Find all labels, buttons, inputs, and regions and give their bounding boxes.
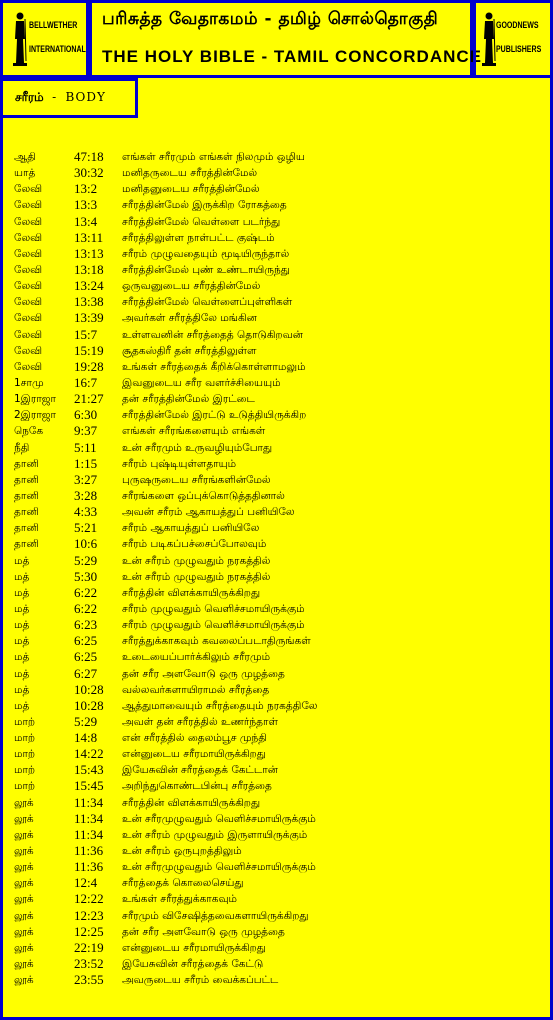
book-abbreviation: 2இராஜா [14,409,57,422]
verse-reference: 47:18 [74,149,104,164]
book-abbreviation: தானி [14,489,39,502]
verse-reference: 15:19 [74,342,104,358]
verse-excerpt: சரீரம் முழுவதும் வெளிச்சமாயிருக்கும் [122,602,305,615]
verse-excerpt: சரீரமும் விசேஷித்தவைகளாயிருக்கிறது [122,909,309,922]
concordance-row [14,197,539,213]
verse-reference: 30:32 [74,165,104,181]
logo-bellwether [0,0,89,78]
book-abbreviation: மத் [14,619,30,632]
verse-excerpt: உடையைப்பார்க்கிலும் சரீரமும் [122,651,271,664]
book-abbreviation: மத் [14,586,30,599]
book-abbreviation: லூக் [14,909,34,922]
verse-reference: 5:30 [74,568,98,584]
concordance-row [14,714,539,730]
verse-reference: 15:43 [74,762,104,778]
verse-excerpt: சரீரத்தின்மேல் இருக்கிற ரோகத்தை [122,199,287,212]
title-tamil: பரிசுத்த வேதாகமம் - தமிழ் சொல்தொகுதி [102,9,439,29]
concordance-row [14,585,539,601]
concordance-row [14,601,539,617]
verse-reference: 10:28 [74,697,104,713]
book-abbreviation: தானி [14,473,39,486]
verse-reference: 19:28 [74,358,104,374]
verse-excerpt: என்னுடைய சரீரமாயிருக்கிறது [122,941,266,954]
concordance-row [14,504,539,520]
book-abbreviation: லேவி [14,280,43,293]
concordance-row [14,569,539,585]
verse-excerpt: சரீரத்தின் விளக்காயிருக்கிறது [122,796,261,809]
book-abbreviation: லூக் [14,893,34,906]
verse-excerpt: சரீரம் ஆகாயத்துப் பனியிலே [122,522,260,535]
verse-excerpt: இயேசுவின் சரீரத்தைக் கேட்டு [122,958,264,971]
verse-reference: 9:37 [74,423,98,439]
verse-reference: 6:22 [74,584,98,600]
book-abbreviation: தானி [14,538,39,551]
verse-reference: 12:4 [74,875,98,891]
verse-reference: 13:38 [74,294,104,310]
concordance-row [14,423,539,439]
verse-reference: 6:22 [74,600,98,616]
concordance-row [14,730,539,746]
concordance-row [14,778,539,794]
verse-excerpt: மனிதனுடைய சரீரத்தின்மேல் [122,183,260,196]
concordance-row [14,472,539,488]
section-heading-box [0,78,138,118]
verse-excerpt: உன் சரீரமும் உருவழியும்போது [122,441,273,454]
concordance-row [14,633,539,649]
book-abbreviation: மத் [14,602,30,615]
book-abbreviation: லேவி [14,231,43,244]
verse-excerpt: ஆத்துமாவையும் சரீரத்தையும் நரகத்திலே [122,699,318,712]
book-abbreviation: லூக் [14,812,34,825]
verse-reference: 12:23 [74,907,104,923]
verse-reference: 5:29 [74,713,98,729]
verse-reference: 6:30 [74,407,98,423]
concordance-row [14,859,539,875]
verse-reference: 15:7 [74,326,98,342]
section-title [15,90,106,106]
book-abbreviation: தானி [14,522,39,535]
verse-reference: 15:45 [74,778,104,794]
logo-line2: INTERNATIONAL [29,44,86,54]
verse-reference: 22:19 [74,939,104,955]
verse-excerpt: உன் சரீரம் ஒருபுறத்திலும் [122,845,242,858]
verse-reference: 6:25 [74,633,98,649]
verse-reference: 13:18 [74,261,104,277]
concordance-row [14,391,539,407]
verse-reference: 12:25 [74,923,104,939]
concordance-row [14,827,539,843]
concordance-row [14,214,539,230]
verse-excerpt: தன் சரீர அளவோடு ஒரு முழத்தை [122,667,285,680]
concordance-row [14,343,539,359]
verse-reference: 11:34 [74,826,104,842]
logo-bellwether-text [29,18,86,56]
book-abbreviation: மாற் [14,732,36,745]
book-abbreviation: லேவி [14,360,43,373]
concordance-row [14,682,539,698]
concordance-row [14,891,539,907]
verse-reference: 1:15 [74,455,98,471]
concordance-row [14,520,539,536]
verse-reference: 13:24 [74,278,104,294]
verse-reference: 5:21 [74,520,98,536]
concordance-row [14,278,539,294]
book-abbreviation: லூக் [14,958,34,971]
verse-excerpt: எங்கள் சரீரமும் எங்கள் நிலமும் ஒழிய [122,151,305,163]
verse-reference: 23:52 [74,956,104,972]
concordance-row [14,875,539,891]
verse-reference: 14:22 [74,746,104,762]
book-abbreviation: தானி [14,457,39,470]
book-abbreviation: லேவி [14,312,43,325]
book-abbreviation: லூக் [14,828,34,841]
concordance-row [14,698,539,714]
verse-reference: 11:36 [74,843,104,859]
verse-excerpt: சரீரத்தின்மேல் இரட்டு உடுத்தியிருக்கிற [122,409,307,422]
book-abbreviation: மாற் [14,780,36,793]
verse-reference: 13:13 [74,245,104,261]
book-abbreviation: லேவி [14,247,43,260]
concordance-row [14,294,539,310]
verse-reference: 10:6 [74,536,98,552]
book-abbreviation: நெகே [14,425,44,438]
verse-excerpt: உங்கள் சரீரத்துக்காகவும் [122,893,237,906]
verse-excerpt: சரீரம் முழுவதும் வெளிச்சமாயிருக்கும் [122,619,305,632]
verse-excerpt: சரீரத்தைக் கொலைசெய்து [122,877,244,890]
verse-excerpt: என் சரீரத்தில் தைலம்பூச முந்தி [122,732,267,745]
verse-reference: 5:29 [74,552,98,568]
concordance-row [14,746,539,762]
verse-excerpt: உள்ளவனின் சரீரத்தைத் தொடுகிறவன் [122,328,303,341]
concordance-row [14,795,539,811]
logo-goodnews-text [496,18,541,56]
verse-reference: 6:25 [74,649,98,665]
book-abbreviation: மத் [14,570,30,583]
book-abbreviation: ஆதி [14,151,36,163]
verse-excerpt: மனிதருடைய சரீரத்தின்மேல் [122,167,258,180]
verse-reference: 21:27 [74,391,104,407]
verse-excerpt: உன் சரீரம் முழுவதும் நரகத்தில் [122,570,271,583]
concordance-row [14,488,539,504]
book-abbreviation: மத் [14,651,30,664]
verse-reference: 3:27 [74,471,98,487]
verse-reference: 14:8 [74,730,98,746]
verse-reference: 3:28 [74,487,98,503]
concordance-row [14,762,539,778]
verse-excerpt: இயேசுவின் சரீரத்தைக் கேட்டான் [122,764,278,777]
verse-reference: 23:55 [74,972,104,988]
concordance-row [14,230,539,246]
verse-excerpt: சரீரத்திலுள்ள நாள்பட்ட குஷ்டம் [122,231,275,244]
verse-excerpt: அறிந்துகொண்டபின்பு சரீரத்தை [122,780,272,793]
verse-excerpt: இவனுடைய சரீர வளர்ச்சியையும் [122,376,281,389]
verse-reference: 11:36 [74,859,104,875]
verse-excerpt: சரீரத்தின்மேல் புண் உண்டாயிருந்து [122,263,290,276]
book-abbreviation: லேவி [14,344,43,357]
verse-reference: 6:27 [74,665,98,681]
section-separator: - [52,90,58,104]
verse-excerpt: ஒருவனுடைய சரீரத்தின்மேல் [122,280,261,293]
book-abbreviation: லேவி [14,183,43,196]
verse-reference: 5:11 [74,439,97,455]
concordance-row [14,536,539,552]
book-abbreviation: லேவி [14,199,43,212]
verse-excerpt: சரீரம் முழுவதையும் மூடியிருந்தால் [122,247,290,260]
verse-excerpt: சரீரத்தின்மேல் வெள்ளை படர்ந்து [122,215,281,228]
verse-excerpt: உன் சரீரமுழுவதும் வெளிச்சமாயிருக்கும் [122,812,316,825]
verse-excerpt: அவர்கள் சரீரத்திலே மங்கின [122,312,257,325]
verse-excerpt: அவன் சரீரம் ஆகாயத்துப் பனியிலே [122,506,295,519]
book-abbreviation: லூக் [14,845,34,858]
book-abbreviation: 1இராஜா [14,393,57,406]
verse-excerpt: உங்கள் சரீரத்தைக் கீறிக்கொள்ளாமலும் [122,360,306,373]
concordance-row [14,908,539,924]
book-abbreviation: லூக் [14,925,34,938]
verse-excerpt: எங்கள் சரீரங்களையும் எங்கள் [122,425,266,438]
concordance-row [14,940,539,956]
verse-excerpt: உன் சரீரமுழுவதும் வெளிச்சமாயிருக்கும் [122,861,316,874]
concordance-row [14,359,539,375]
book-abbreviation: மாற் [14,715,36,728]
verse-reference: 11:34 [74,794,104,810]
verse-reference: 13:39 [74,310,104,326]
verse-excerpt: சரீரத்துக்காகவும் கவலைப்படாதிருங்கள் [122,635,311,648]
verse-excerpt: உன் சரீரம் முழுவதும் இருளாயிருக்கும் [122,828,308,841]
concordance-row [14,375,539,391]
book-abbreviation: லூக் [14,861,34,874]
concordance-row [14,165,539,181]
verse-excerpt: புருஷருடைய சரீரங்களின்மேல் [122,473,271,486]
verse-excerpt: என்னுடைய சரீரமாயிருக்கிறது [122,748,266,761]
verse-reference: 4:33 [74,504,98,520]
verse-excerpt: தன் சரீர அளவோடு ஒரு முழத்தை [122,925,285,938]
logo-line1: BELLWETHER [29,20,78,30]
verse-reference: 13:2 [74,181,98,197]
verse-reference: 13:11 [74,229,104,245]
verse-excerpt: தன் சரீரத்தின்மேல் இரட்டை [122,393,255,406]
book-abbreviation: லூக் [14,796,34,809]
header [0,0,553,80]
book-abbreviation: லூக் [14,941,34,954]
verse-reference: 13:3 [74,197,98,213]
concordance-row [14,327,539,343]
book-abbreviation: லேவி [14,215,43,228]
book-abbreviation: மத் [14,667,30,680]
book-abbreviation: மத் [14,635,30,648]
verse-excerpt: உன் சரீரம் முழுவதும் நரகத்தில் [122,554,271,567]
concordance-row [14,440,539,456]
book-abbreviation: லேவி [14,328,43,341]
title-box [89,0,482,78]
section-word-tamil: சரீரம் [15,90,44,104]
verse-reference: 6:23 [74,617,98,633]
book-abbreviation: லேவி [14,263,43,276]
verse-excerpt: சரீரங்களை ஒப்புக்கொடுத்ததினால் [122,489,285,502]
section-word-english: BODY [65,90,106,104]
concordance-row [14,553,539,569]
verse-excerpt: சரீரம் படிகப்பச்சைப்போலவும் [122,538,267,551]
concordance-row [14,149,539,165]
concordance-row [14,181,539,197]
verse-excerpt: அவள் தன் சரீரத்தில் உணர்ந்தாள் [122,715,278,728]
book-abbreviation: யாத் [14,167,36,180]
concordance-row [14,310,539,326]
book-abbreviation: மத் [14,554,30,567]
verse-reference: 12:22 [74,891,104,907]
book-abbreviation: லூக் [14,877,34,890]
verse-reference: 10:28 [74,681,104,697]
verse-reference: 11:34 [74,810,104,826]
verse-reference: 16:7 [74,374,98,390]
book-abbreviation: தானி [14,506,39,519]
verse-excerpt: அவருடைய சரீரம் வைக்கப்பட்ட [122,974,279,987]
logo-goodnews [473,0,553,78]
book-abbreviation: மத் [14,683,30,696]
book-abbreviation: லேவி [14,296,43,309]
concordance-row [14,246,539,262]
concordance-row [14,617,539,633]
book-abbreviation: மத் [14,699,30,712]
verse-excerpt: வல்லவர்களாயிராமல் சரீரத்தை [122,683,270,696]
verse-excerpt: சூதகஸ்திரீ தன் சரீரத்திலுள்ள [122,344,257,357]
book-abbreviation: 1சாமு [14,376,44,389]
shepherd-figure-icon [482,11,496,69]
verse-reference: 13:4 [74,213,98,229]
concordance-row [14,666,539,682]
shepherd-figure-icon [13,11,27,69]
concordance-row [14,924,539,940]
book-abbreviation: நீதி [14,441,30,454]
book-abbreviation: மாற் [14,748,36,761]
concordance-row [14,456,539,472]
book-abbreviation: மாற் [14,764,36,777]
logo-line2: PUBLISHERS [496,44,542,54]
book-abbreviation: லூக் [14,974,34,987]
concordance-row [14,972,539,988]
verse-excerpt: சரீரத்தின் விளக்காயிருக்கிறது [122,586,261,599]
title-english: THE HOLY BIBLE - TAMIL CONCORDANCE [102,47,482,66]
verse-excerpt: சரீரத்தின்மேல் வெள்ளைப்புள்ளிகள் [122,296,293,309]
concordance-row [14,649,539,665]
logo-line1: GOODNEWS [496,20,539,30]
concordance-row [14,843,539,859]
verse-excerpt: சரீரம் புஷ்டியுள்ளதாயும் [122,457,237,470]
concordance-row [14,811,539,827]
concordance-row [14,407,539,423]
concordance-row [14,956,539,972]
concordance-list [14,149,539,988]
concordance-row [14,262,539,278]
